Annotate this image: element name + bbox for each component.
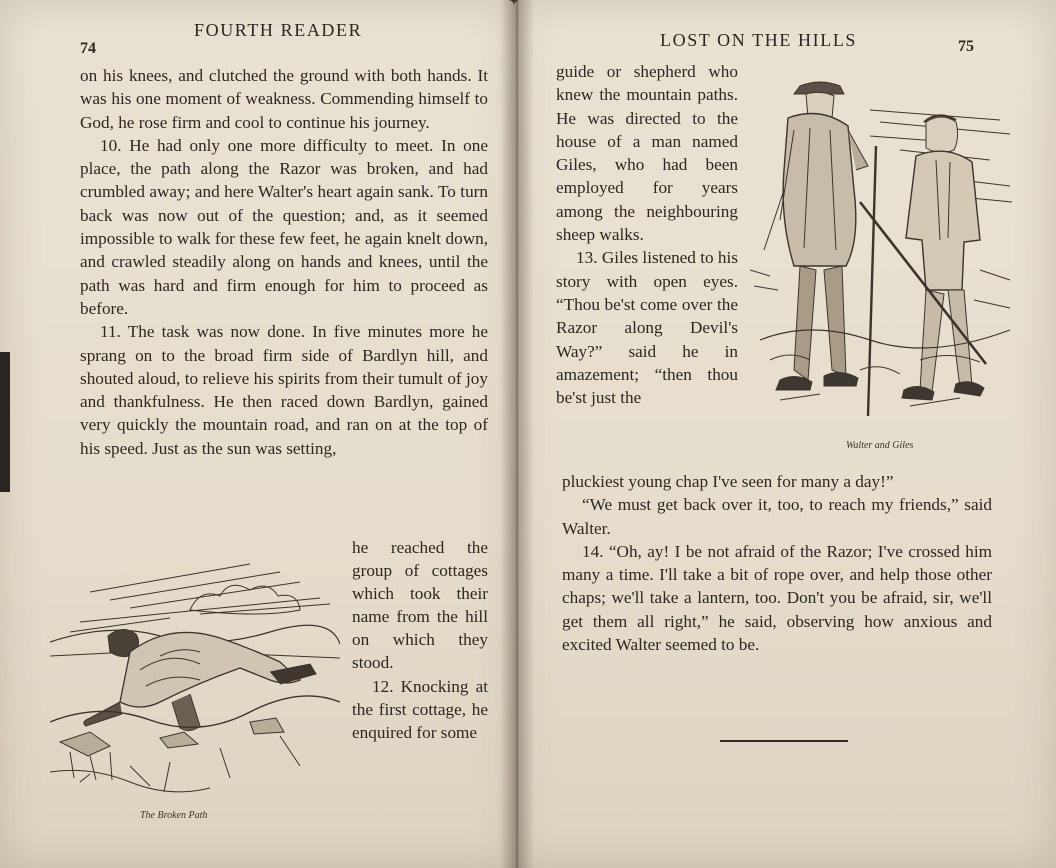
book-gutter (500, 0, 534, 868)
right-page (514, 0, 1056, 868)
right-wide-text (562, 470, 992, 656)
section-end-rule (720, 740, 848, 742)
paragraph: he reached the group of cottages which took their name from the hill on which they stood. (352, 538, 488, 673)
right-narrow-text (556, 60, 738, 409)
paragraph: 13. Giles listened to his story with open eyes. “Thou be'st come over the Razor along Devil's Way?” said he in amazement; “then thou be'st just the (556, 248, 738, 408)
right-figure-caption: Walter and Giles (846, 440, 914, 451)
left-running-head: FOURTH READER (194, 20, 363, 40)
left-side-text (352, 536, 488, 744)
left-main-text (80, 64, 488, 460)
paragraph: 14. “Oh, ay! I be not afraid of the Razor; I've crossed him many a time. I'll take a bit of rope over, and help those other chaps; we'll take a lantern, too. Don't you be afraid, sir, we'll get them all right,” he said, observing how anxious and excited Walter seemed to be. (562, 541, 992, 655)
spine-clip (0, 352, 10, 492)
left-page (0, 0, 514, 868)
broken-path-illustration (50, 552, 340, 802)
paragraph: “We must get back over it, too, to reach my friends,” said Walter. (562, 495, 992, 538)
paragraph: pluckiest young chap I've seen for many a day!” (562, 472, 894, 491)
paragraph: on his knees, and clutched the ground with both hands. It was his one moment of weakness. Commending himself to God, he rose firm and cool to continue his journey. (80, 66, 488, 132)
paragraph: 12. Knocking at the first cottage, he enquired for some (352, 676, 488, 742)
paragraph: guide or shepherd who knew the mountain paths. He was directed to the house of a man named Giles, who had been employed for years among the neighbouring sheep walks. (556, 62, 738, 245)
left-figure-caption: The Broken Path (140, 810, 208, 821)
right-running-head: LOST ON THE HILLS (660, 30, 858, 50)
walter-and-giles-illustration (750, 70, 1020, 422)
paragraph: 11. The task was now done. In five minutes more he sprang on to the broad firm side of Bardlyn hill, and shouted aloud, to relieve his spirits from their tumult of joy and thankfulness. He then raced down Bardlyn, gained very quickly the mountain road, and ran on at the top of his speed. Just as the sun was setting, (80, 322, 488, 458)
paragraph: 10. He had only one more difficulty to meet. In one place, the path along the Razor was broken, and had crumbled away; and here Walter's heart again sank. To turn back was now out of the question; and, as it seemed impossible to walk for these few feet, he again knelt down, and crawled steadily along on hands and knees, until the path was hard and firm enough for him to proceed as before. (80, 135, 488, 318)
right-page-number: 75 (958, 38, 974, 55)
left-page-number: 74 (80, 40, 96, 57)
